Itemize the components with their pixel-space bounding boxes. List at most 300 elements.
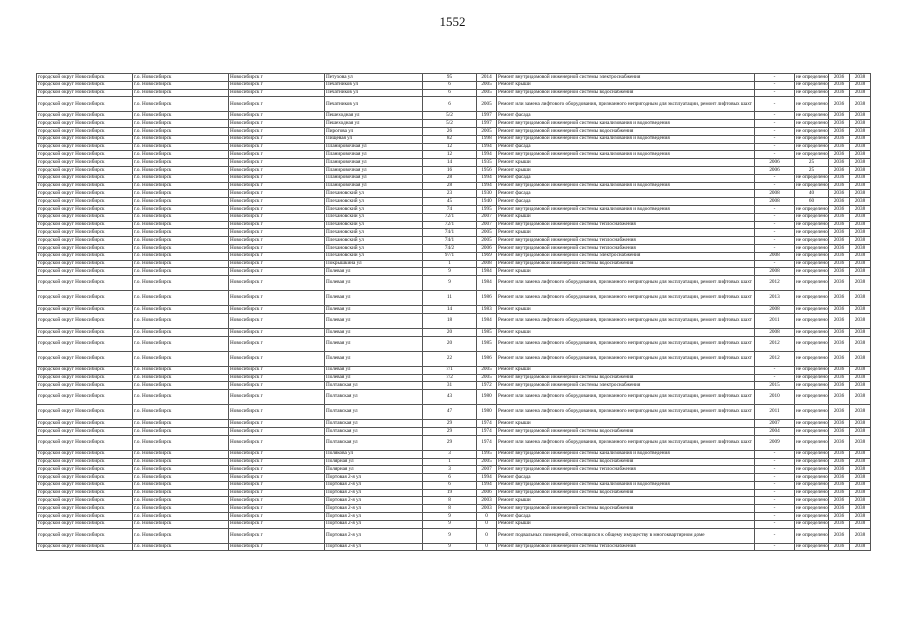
house-number-cell: 82 xyxy=(423,135,477,143)
street-cell: Полевая ул xyxy=(325,366,423,374)
plan-start-cell: 2036 xyxy=(829,143,850,151)
last-repair-year-cell: 2012 xyxy=(755,276,795,291)
municipality-cell: городской округ Новосибирск xyxy=(37,237,133,245)
house-number-cell: 9 xyxy=(423,543,477,551)
locality-cell: Новосибирск г xyxy=(229,244,325,252)
street-cell: Плехановский ул xyxy=(325,198,423,206)
street-cell: Полевая ул xyxy=(325,374,423,382)
locality-cell: Новосибирск г xyxy=(229,198,325,206)
locality-cell: Новосибирск г xyxy=(229,127,325,135)
municipality-cell: городской округ Новосибирск xyxy=(37,97,133,112)
work-type-cell: Ремонт крыши xyxy=(497,213,755,221)
locality-cell: Новосибирск г xyxy=(229,374,325,382)
plan-end-cell: 2038 xyxy=(850,221,871,229)
plan-start-cell: 2036 xyxy=(829,135,850,143)
plan-end-cell: 2038 xyxy=(850,435,871,450)
wear-cell: не определено xyxy=(796,143,828,150)
plan-start-cell: 2036 xyxy=(829,351,850,366)
table-row xyxy=(37,198,871,206)
wear-cell: 40 xyxy=(795,190,829,198)
district-cell: г.о. Новосибирск xyxy=(133,489,229,497)
plan-start-cell: 2036 xyxy=(829,435,850,450)
plan-end-cell: 2038 xyxy=(850,336,871,351)
street-cell: Портовая 2-я ул xyxy=(325,489,423,497)
municipality-cell: городской округ Новосибирск xyxy=(37,198,133,206)
plan-end-cell: 2038 xyxy=(850,182,871,190)
plan-start-cell: 2036 xyxy=(829,382,850,390)
table-row xyxy=(37,474,871,482)
house-number-cell: 6 xyxy=(423,481,477,489)
work-type-cell: Ремонт внутридомовой инженерной системы теплоснабжения xyxy=(497,221,755,229)
plan-end-cell: 2038 xyxy=(850,481,871,489)
district-cell: г.о. Новосибирск xyxy=(133,205,229,213)
plan-end-cell: 2038 xyxy=(850,474,871,482)
work-type-cell: Ремонт крыши xyxy=(497,366,755,374)
locality-cell: Новосибирск г xyxy=(229,306,325,314)
district-cell: г.о. Новосибирск xyxy=(133,244,229,252)
table-row xyxy=(37,435,871,450)
house-number-cell: 28 xyxy=(423,182,477,190)
work-type-cell: Ремонт внутридомовой инженерной системы теплоснабжения xyxy=(497,543,755,551)
locality-cell: Новосибирск г xyxy=(229,252,325,260)
plan-end-cell: 2038 xyxy=(850,466,871,474)
locality-cell: Новосибирск г xyxy=(229,382,325,390)
last-repair-year-cell: - xyxy=(755,120,795,128)
plan-end-cell: 2038 xyxy=(850,450,871,458)
wear-cell: не определено xyxy=(796,366,828,373)
house-number-cell: 7/2 xyxy=(423,374,477,382)
street-cell: Полевая ул xyxy=(325,276,423,291)
table-row xyxy=(37,306,871,314)
street-cell: Портовая 2-я ул xyxy=(325,481,423,489)
locality-cell: Новосибирск г xyxy=(229,513,325,521)
wear-cell: не определено xyxy=(796,543,828,550)
plan-end-cell: 2038 xyxy=(850,120,871,128)
table-row xyxy=(37,74,871,82)
work-type-cell: Ремонт или замена лифтового оборудования, признанного непригодным для эксплуатации, ремонт лифтовых шахт xyxy=(497,336,755,351)
wear-cell: не определено xyxy=(796,73,828,80)
municipality-cell: городской округ Новосибирск xyxy=(37,366,133,374)
plan-end-cell: 2038 xyxy=(850,306,871,314)
last-repair-year-cell: - xyxy=(755,260,795,268)
municipality-cell: городской округ Новосибирск xyxy=(37,505,133,513)
street-cell: Полевая ул xyxy=(325,268,423,276)
house-number-cell: 6 xyxy=(423,97,477,112)
table-row xyxy=(37,427,871,435)
district-cell: г.о. Новосибирск xyxy=(133,237,229,245)
plan-end-cell: 2038 xyxy=(850,497,871,505)
work-type-cell: Ремонт фасада xyxy=(497,112,755,120)
wear-cell: не определено xyxy=(796,450,828,457)
house-number-cell: 18 xyxy=(423,313,477,328)
last-repair-year-cell: 2009 xyxy=(755,435,795,450)
house-number-cell: 6 xyxy=(423,474,477,482)
locality-cell: Новосибирск г xyxy=(229,135,325,143)
street-cell: Полевая ул xyxy=(325,313,423,328)
house-number-cell: 29 xyxy=(423,420,477,428)
locality-cell: Новосибирск г xyxy=(229,143,325,151)
municipality-cell: городской округ Новосибирск xyxy=(37,543,133,551)
work-type-cell: Ремонт внутридомовой инженерной системы теплоснабжения xyxy=(497,244,755,252)
plan-end-cell: 2038 xyxy=(850,351,871,366)
wear-cell: не определено xyxy=(796,174,828,181)
municipality-cell: городской округ Новосибирск xyxy=(37,174,133,182)
locality-cell: Новосибирск г xyxy=(229,313,325,328)
plan-start-cell: 2036 xyxy=(829,528,850,543)
commission-year-cell: 2007 xyxy=(477,466,497,474)
wear-cell: не определено xyxy=(796,374,828,381)
commission-year-cell: 1998 xyxy=(477,135,497,143)
last-repair-year-cell: - xyxy=(755,205,795,213)
work-type-cell: Ремонт крыши xyxy=(497,306,755,314)
last-repair-year-cell: - xyxy=(755,374,795,382)
house-number-cell: 9 xyxy=(423,528,477,543)
table-row xyxy=(37,190,871,198)
table-row xyxy=(37,489,871,497)
wear-cell: не определено xyxy=(795,351,829,366)
table-row xyxy=(37,135,871,143)
last-repair-year-cell: - xyxy=(755,497,795,505)
wear-cell: не определено xyxy=(796,182,828,189)
table-row xyxy=(37,221,871,229)
house-number-cell: 97/1 xyxy=(423,252,477,260)
locality-cell: Новосибирск г xyxy=(229,213,325,221)
plan-start-cell: 2036 xyxy=(829,74,850,82)
locality-cell: Новосибирск г xyxy=(229,474,325,482)
locality-cell: Новосибирск г xyxy=(229,505,325,513)
district-cell: г.о. Новосибирск xyxy=(133,351,229,366)
municipality-cell: городской округ Новосибирск xyxy=(37,435,133,450)
work-type-cell: Ремонт внутридомовой инженерной системы канализования и водоотведения xyxy=(497,481,755,489)
district-cell: г.о. Новосибирск xyxy=(133,497,229,505)
work-type-cell: Ремонт фасада xyxy=(497,474,755,482)
plan-end-cell: 2038 xyxy=(850,513,871,521)
plan-end-cell: 2038 xyxy=(850,151,871,159)
page-number: 1552 xyxy=(439,14,466,29)
table-row xyxy=(37,390,871,405)
plan-end-cell: 2038 xyxy=(850,198,871,206)
commission-year-cell: 1997 xyxy=(477,112,497,120)
street-cell: Портовая 2-я ул xyxy=(325,520,423,528)
commission-year-cell: 2005 xyxy=(477,458,497,466)
municipality-cell: городской округ Новосибирск xyxy=(37,221,133,229)
table-row xyxy=(37,420,871,428)
district-cell: г.о. Новосибирск xyxy=(133,306,229,314)
municipality-cell: городской округ Новосибирск xyxy=(37,450,133,458)
plan-end-cell: 2038 xyxy=(850,135,871,143)
wear-cell: не определено xyxy=(796,520,828,527)
street-cell: Петухова ул xyxy=(325,74,423,82)
last-repair-year-cell: - xyxy=(755,127,795,135)
table-row xyxy=(37,481,871,489)
house-number-cell: 8 xyxy=(423,497,477,505)
plan-start-cell: 2036 xyxy=(829,520,850,528)
commission-year-cell: 2005 xyxy=(477,366,497,374)
commission-year-cell: 1986 xyxy=(477,291,497,306)
work-type-cell: Ремонт внутридомовой инженерной системы электроснабжения xyxy=(497,74,755,82)
last-repair-year-cell: 2013 xyxy=(755,291,795,306)
commission-year-cell: 2005 xyxy=(477,374,497,382)
street-cell: Плехановский ул xyxy=(325,237,423,245)
work-type-cell: Ремонт внутридомовой инженерной системы водоснабжения xyxy=(497,127,755,135)
wear-cell: не определено xyxy=(796,221,828,228)
district-cell: г.о. Новосибирск xyxy=(133,513,229,521)
plan-end-cell: 2038 xyxy=(850,159,871,167)
plan-end-cell: 2038 xyxy=(850,81,871,89)
street-cell: Плехановский ул xyxy=(325,252,423,260)
district-cell: г.о. Новосибирск xyxy=(133,328,229,336)
plan-end-cell: 2038 xyxy=(850,190,871,198)
commission-year-cell: 1994 xyxy=(477,143,497,151)
last-repair-year-cell: - xyxy=(755,244,795,252)
house-number-cell: 43 xyxy=(423,390,477,405)
commission-year-cell: 1956 xyxy=(477,166,497,174)
locality-cell: Новосибирск г xyxy=(229,159,325,167)
locality-cell: Новосибирск г xyxy=(229,221,325,229)
wear-cell: 60 xyxy=(795,198,829,206)
work-type-cell: Ремонт крыши xyxy=(497,497,755,505)
street-cell: Покрышкина ул xyxy=(325,260,423,268)
municipality-cell: городской округ Новосибирск xyxy=(37,481,133,489)
table-row xyxy=(37,260,871,268)
last-repair-year-cell: - xyxy=(755,221,795,229)
commission-year-cell: 2007 xyxy=(477,221,497,229)
plan-start-cell: 2036 xyxy=(829,205,850,213)
last-repair-year-cell: 2006 xyxy=(755,159,795,167)
table-row xyxy=(37,405,871,420)
last-repair-year-cell: 2004 xyxy=(755,427,795,435)
street-cell: Планировочная ул xyxy=(325,174,423,182)
commission-year-cell: 1994 xyxy=(477,182,497,190)
wear-cell: не определено xyxy=(796,111,828,118)
last-repair-year-cell: - xyxy=(755,89,795,97)
plan-start-cell: 2036 xyxy=(829,276,850,291)
wear-cell: не определено xyxy=(796,512,828,519)
last-repair-year-cell: - xyxy=(755,543,795,551)
work-type-cell: Ремонт фасада xyxy=(497,198,755,206)
last-repair-year-cell: - xyxy=(755,481,795,489)
commission-year-cell: 2003 xyxy=(477,497,497,505)
last-repair-year-cell: - xyxy=(755,135,795,143)
table-row xyxy=(37,291,871,306)
house-number-cell: 74 xyxy=(423,205,477,213)
house-number-cell: 20 xyxy=(423,328,477,336)
commission-year-cell: 2005 xyxy=(477,97,497,112)
district-cell: г.о. Новосибирск xyxy=(133,481,229,489)
table-row xyxy=(37,182,871,190)
work-type-cell: Ремонт внутридомовой инженерной системы водоснабжения xyxy=(497,427,755,435)
table-row xyxy=(37,213,871,221)
wear-cell: не определено xyxy=(796,127,828,134)
municipality-cell: городской округ Новосибирск xyxy=(37,427,133,435)
municipality-cell: городской округ Новосибирск xyxy=(37,291,133,306)
municipality-cell: городской округ Новосибирск xyxy=(37,520,133,528)
house-number-cell: 6 xyxy=(423,81,477,89)
municipality-cell: городской округ Новосибирск xyxy=(37,120,133,128)
commission-year-cell: 1985 xyxy=(477,328,497,336)
municipality-cell: городской округ Новосибирск xyxy=(37,268,133,276)
table-row xyxy=(37,374,871,382)
locality-cell: Новосибирск г xyxy=(229,268,325,276)
street-cell: Полтавская ул xyxy=(325,390,423,405)
plan-end-cell: 2038 xyxy=(850,420,871,428)
plan-end-cell: 2038 xyxy=(850,89,871,97)
work-type-cell: Ремонт внутридомовой инженерной системы водоснабжения xyxy=(497,89,755,97)
street-cell: Полевая ул xyxy=(325,336,423,351)
municipality-cell: городской округ Новосибирск xyxy=(37,81,133,89)
municipality-cell: городской округ Новосибирск xyxy=(37,513,133,521)
plan-start-cell: 2036 xyxy=(829,120,850,128)
locality-cell: Новосибирск г xyxy=(229,291,325,306)
commission-year-cell: 1995 xyxy=(477,205,497,213)
table-row xyxy=(37,159,871,167)
commission-year-cell: 1940 xyxy=(477,198,497,206)
district-cell: г.о. Новосибирск xyxy=(133,520,229,528)
table-row xyxy=(37,229,871,237)
commission-year-cell: 2005 xyxy=(477,127,497,135)
district-cell: г.о. Новосибирск xyxy=(133,89,229,97)
work-type-cell: Ремонт внутридомовой инженерной системы водоснабжения xyxy=(497,505,755,513)
district-cell: г.о. Новосибирск xyxy=(133,505,229,513)
plan-end-cell: 2038 xyxy=(850,520,871,528)
locality-cell: Новосибирск г xyxy=(229,405,325,420)
table-row xyxy=(37,151,871,159)
municipality-cell: городской округ Новосибирск xyxy=(37,276,133,291)
locality-cell: Новосибирск г xyxy=(229,97,325,112)
last-repair-year-cell: 2006 xyxy=(755,166,795,174)
last-repair-year-cell: - xyxy=(755,505,795,513)
work-type-cell: Ремонт внутридомовой инженерной системы теплоснабжения xyxy=(497,237,755,245)
municipality-cell: городской округ Новосибирск xyxy=(37,405,133,420)
plan-end-cell: 2038 xyxy=(850,313,871,328)
last-repair-year-cell: - xyxy=(755,213,795,221)
district-cell: г.о. Новосибирск xyxy=(133,276,229,291)
commission-year-cell: 1974 xyxy=(477,427,497,435)
house-number-cell: 20 xyxy=(423,336,477,351)
municipality-cell: городской округ Новосибирск xyxy=(37,135,133,143)
table-body xyxy=(37,74,871,551)
house-number-cell: 5/2 xyxy=(423,120,477,128)
house-number-cell: 72/1 xyxy=(423,213,477,221)
wear-cell: не определено xyxy=(795,405,829,420)
wear-cell: 25 xyxy=(795,166,829,174)
municipality-cell: городской округ Новосибирск xyxy=(37,474,133,482)
street-cell: Полярная ул xyxy=(325,458,423,466)
house-number-cell: 11 xyxy=(423,291,477,306)
work-type-cell: Ремонт внутридомовой инженерной системы канализования и водоотведения xyxy=(497,151,755,159)
street-cell: Полевая ул xyxy=(325,328,423,336)
locality-cell: Новосибирск г xyxy=(229,481,325,489)
commission-year-cell: 1935 xyxy=(477,159,497,167)
locality-cell: Новосибирск г xyxy=(229,420,325,428)
wear-cell: не определено xyxy=(796,260,828,267)
table-row xyxy=(37,112,871,120)
plan-end-cell: 2038 xyxy=(850,244,871,252)
district-cell: г.о. Новосибирск xyxy=(133,198,229,206)
municipality-cell: городской округ Новосибирск xyxy=(37,252,133,260)
plan-end-cell: 2038 xyxy=(850,291,871,306)
street-cell: Полевая ул xyxy=(325,306,423,314)
house-number-cell: 29 xyxy=(423,427,477,435)
commission-year-cell: 1994 xyxy=(477,174,497,182)
street-cell: Планировочная ул xyxy=(325,166,423,174)
plan-start-cell: 2036 xyxy=(829,268,850,276)
commission-year-cell: 1983 xyxy=(477,306,497,314)
street-cell: Плехановский ул xyxy=(325,205,423,213)
locality-cell: Новосибирск г xyxy=(229,182,325,190)
work-type-cell: Ремонт внутридомовой инженерной системы электроснабжения xyxy=(497,252,755,260)
table-row xyxy=(37,276,871,291)
locality-cell: Новосибирск г xyxy=(229,89,325,97)
house-number-cell: 74/1 xyxy=(423,229,477,237)
house-number-cell: 9 xyxy=(423,276,477,291)
locality-cell: Новосибирск г xyxy=(229,543,325,551)
street-cell: Портовая 2-я ул xyxy=(325,497,423,505)
last-repair-year-cell: - xyxy=(755,97,795,112)
last-repair-year-cell: 2008 xyxy=(755,268,795,276)
plan-start-cell: 2036 xyxy=(829,159,850,167)
last-repair-year-cell: - xyxy=(755,366,795,374)
street-cell: Полтавская ул xyxy=(325,420,423,428)
table-row xyxy=(37,450,871,458)
district-cell: г.о. Новосибирск xyxy=(133,166,229,174)
commission-year-cell: 1930 xyxy=(477,190,497,198)
municipality-cell: городской округ Новосибирск xyxy=(37,328,133,336)
district-cell: г.о. Новосибирск xyxy=(133,127,229,135)
house-number-cell: 31 xyxy=(423,382,477,390)
municipality-cell: городской округ Новосибирск xyxy=(37,351,133,366)
municipality-cell: городской округ Новосибирск xyxy=(37,151,133,159)
street-cell: Планировочная ул xyxy=(325,159,423,167)
house-number-cell: 6 xyxy=(423,89,477,97)
work-type-cell: Ремонт внутридомовой инженерной системы канализования и водоотведения xyxy=(497,120,755,128)
plan-start-cell: 2036 xyxy=(829,466,850,474)
street-cell: Плехановский ул xyxy=(325,190,423,198)
wear-cell: не определено xyxy=(796,381,828,388)
municipality-cell: городской округ Новосибирск xyxy=(37,229,133,237)
wear-cell: не определено xyxy=(795,313,829,328)
municipality-cell: городской округ Новосибирск xyxy=(37,306,133,314)
commission-year-cell: 2006 xyxy=(477,489,497,497)
house-number-cell: 3 xyxy=(423,450,477,458)
locality-cell: Новосибирск г xyxy=(229,151,325,159)
locality-cell: Новосибирск г xyxy=(229,205,325,213)
last-repair-year-cell: - xyxy=(755,528,795,543)
street-cell: Пешеходная ул xyxy=(325,120,423,128)
district-cell: г.о. Новосибирск xyxy=(133,213,229,221)
commission-year-cell: 1994 xyxy=(477,474,497,482)
street-cell: Полтавская ул xyxy=(325,382,423,390)
plan-start-cell: 2036 xyxy=(829,481,850,489)
table-row xyxy=(37,497,871,505)
street-cell: Полярная ул xyxy=(325,466,423,474)
locality-cell: Новосибирск г xyxy=(229,520,325,528)
plan-start-cell: 2036 xyxy=(829,237,850,245)
plan-start-cell: 2036 xyxy=(829,366,850,374)
locality-cell: Новосибирск г xyxy=(229,497,325,505)
street-cell: Пищевая ул xyxy=(325,135,423,143)
district-cell: г.о. Новосибирск xyxy=(133,182,229,190)
municipality-cell: городской округ Новосибирск xyxy=(37,497,133,505)
work-type-cell: Ремонт или замена лифтового оборудования, признанного непригодным для эксплуатации, ремонт лифтовых шахт xyxy=(497,390,755,405)
table-row xyxy=(37,205,871,213)
last-repair-year-cell: 2012 xyxy=(755,351,795,366)
last-repair-year-cell: - xyxy=(755,489,795,497)
house-number-cell: 14 xyxy=(423,159,477,167)
work-type-cell: Ремонт фасада xyxy=(497,143,755,151)
last-repair-year-cell: 2007 xyxy=(755,420,795,428)
commission-year-cell: 2005 xyxy=(477,81,497,89)
